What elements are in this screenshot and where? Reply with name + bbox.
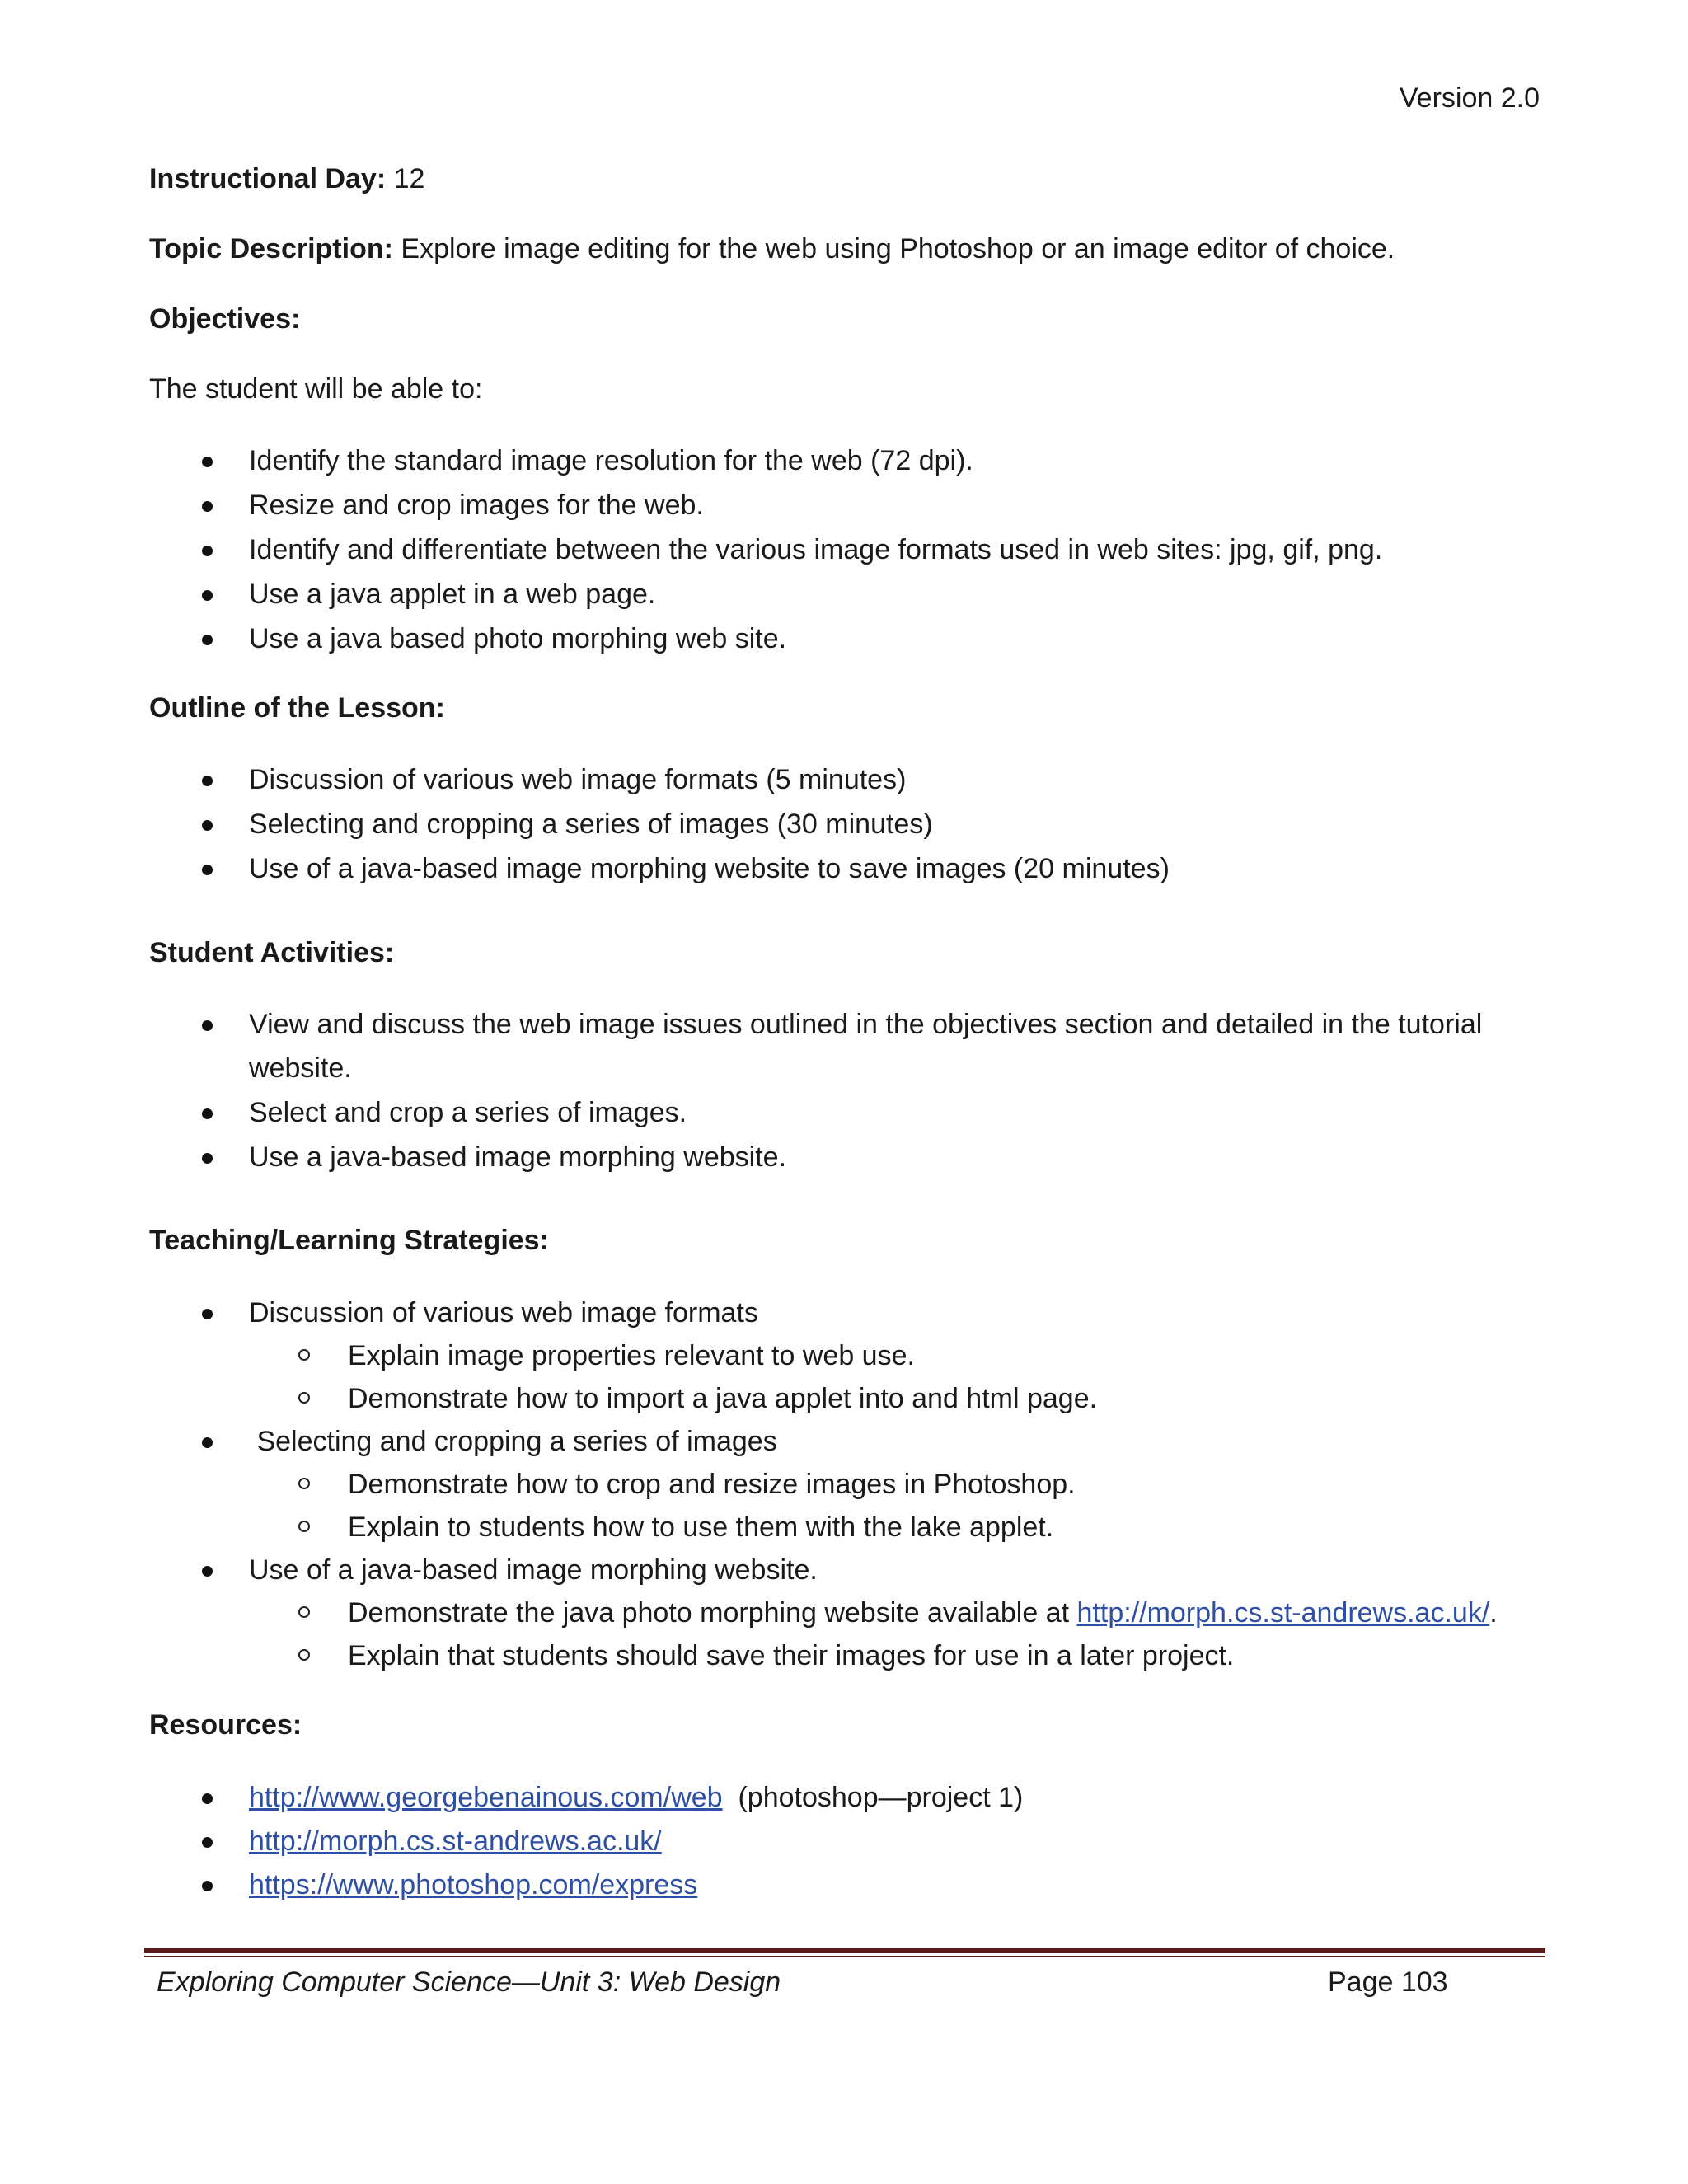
resource-text	[249, 1780, 1023, 1816]
morph-resource-link[interactable]: http://morph.cs.st-andrews.ac.uk/	[249, 1825, 662, 1857]
strategy-text: Selecting and cropping a series of images	[249, 1426, 777, 1457]
outline-item	[0, 762, 1688, 802]
bullet-icon	[202, 1881, 213, 1891]
objective-text: Identify and differentiate between the various image formats used in web sites: jpg, gif, png.	[249, 534, 1383, 565]
activity-item	[0, 1140, 1688, 1179]
strategy-item	[0, 1424, 1688, 1464]
bullet-icon	[202, 1153, 213, 1164]
strategy-subitem-text-after-link: .	[1489, 1597, 1498, 1629]
activity-text: Use a java-based image morphing website.	[249, 1141, 787, 1173]
resources-heading: Resources:	[149, 1709, 302, 1741]
bullet-icon	[202, 1793, 213, 1804]
bullet-icon	[202, 1020, 213, 1031]
strategy-subitem-text: Demonstrate how to crop and resize images in Photoshop.	[348, 1469, 1076, 1500]
objective-text: Identify the standard image resolution for the web (72 dpi).	[249, 445, 973, 476]
bullet-icon	[202, 590, 213, 601]
activities-heading: Student Activities:	[149, 937, 395, 968]
activity-item	[0, 1007, 1688, 1091]
activity-text: View and discuss the web image issues outlined in the objectives section and detailed in the tutorial	[249, 1009, 1483, 1040]
strategy-subitem-text: Explain image properties relevant to web use.	[348, 1340, 915, 1371]
bullet-icon	[202, 776, 213, 786]
footer-rule-thin	[144, 1956, 1545, 1957]
outline-text: Discussion of various web image formats (5 minutes)	[249, 764, 907, 795]
strategy-subitem-text: Demonstrate how to import a java applet into and html page.	[348, 1383, 1098, 1414]
activity-item	[0, 1095, 1688, 1135]
activity-text-continued: website.	[249, 1052, 352, 1084]
version-label: Version 2.0	[1399, 82, 1540, 114]
bullet-icon	[202, 1108, 213, 1119]
footer-course-title: Exploring Computer Science—Unit 3: Web Design	[157, 1966, 781, 1998]
bullet-icon	[202, 865, 213, 875]
circle-bullet-icon	[298, 1392, 310, 1404]
strategy-item	[0, 1296, 1688, 1335]
bullet-icon	[202, 457, 213, 467]
instructional-day-value: 12	[386, 163, 425, 194]
bullet-icon	[202, 501, 213, 512]
instructional-day	[149, 162, 424, 197]
bullet-icon	[202, 546, 213, 556]
objective-item	[0, 577, 1688, 616]
topic-description	[149, 232, 1395, 267]
circle-bullet-icon	[298, 1606, 310, 1618]
objectives-intro: The student will be able to:	[149, 373, 483, 405]
instructional-day-label: Instructional Day:	[149, 163, 387, 194]
bullet-icon	[202, 635, 213, 645]
topic-description-label: Topic Description:	[149, 233, 393, 265]
outline-heading: Outline of the Lesson:	[149, 692, 445, 724]
resource-text	[249, 1824, 662, 1859]
bullet-icon	[202, 1566, 213, 1577]
footer-page-number: Page 103	[1328, 1966, 1448, 1998]
strategy-subitem-text	[348, 1596, 1498, 1631]
resource-note: (photoshop—project 1)	[722, 1782, 1024, 1813]
resource-item	[0, 1780, 1688, 1820]
footer-rule	[144, 1948, 1545, 1953]
strategy-subitem-text: Explain to students how to use them with the lake applet.	[348, 1511, 1054, 1543]
objective-text: Use a java based photo morphing web site.	[249, 623, 787, 654]
strategy-subitem	[0, 1467, 1688, 1507]
objective-item	[0, 488, 1688, 527]
circle-bullet-icon	[298, 1349, 310, 1361]
bullet-icon	[202, 1437, 213, 1448]
strategy-text: Use of a java-based image morphing website.	[249, 1554, 818, 1586]
bullet-icon	[202, 1837, 213, 1848]
strategy-subitem	[0, 1596, 1688, 1635]
objectives-heading: Objectives:	[149, 303, 301, 335]
bullet-icon	[202, 820, 213, 831]
strategies-heading: Teaching/Learning Strategies:	[149, 1225, 549, 1256]
circle-bullet-icon	[298, 1478, 310, 1489]
resource-text	[249, 1868, 697, 1903]
morph-site-link[interactable]: http://morph.cs.st-andrews.ac.uk/	[1076, 1597, 1490, 1629]
circle-bullet-icon	[298, 1649, 310, 1661]
strategy-subitem	[0, 1510, 1688, 1549]
strategy-subitem-text: Explain that students should save their images for use in a later project.	[348, 1640, 1235, 1671]
outline-text: Use of a java-based image morphing website to save images (20 minutes)	[249, 853, 1170, 884]
objective-item	[0, 532, 1688, 572]
circle-bullet-icon	[298, 1521, 310, 1532]
objective-text: Use a java applet in a web page.	[249, 579, 656, 610]
georgebenainous-link[interactable]: http://www.georgebenainous.com/web	[249, 1782, 723, 1813]
photoshop-express-link[interactable]: https://www.photoshop.com/express	[249, 1869, 698, 1900]
resource-item	[0, 1868, 1688, 1907]
topic-description-text: Explore image editing for the web using Photoshop or an image editor of choice.	[392, 233, 1395, 265]
objective-text: Resize and crop images for the web.	[249, 490, 704, 521]
strategy-item	[0, 1553, 1688, 1592]
strategy-text: Discussion of various web image formats	[249, 1297, 758, 1329]
objective-item	[0, 443, 1688, 483]
bullet-icon	[202, 1309, 213, 1319]
objective-item	[0, 621, 1688, 661]
activity-text: Select and crop a series of images.	[249, 1097, 687, 1128]
outline-item	[0, 851, 1688, 891]
strategy-subitem-text-before-link: Demonstrate the java photo morphing website available at	[348, 1597, 1077, 1629]
outline-item	[0, 807, 1688, 846]
strategy-subitem	[0, 1638, 1688, 1678]
outline-text: Selecting and cropping a series of images (30 minutes)	[249, 808, 933, 840]
strategy-subitem	[0, 1381, 1688, 1421]
strategy-subitem	[0, 1338, 1688, 1378]
resource-item	[0, 1824, 1688, 1863]
